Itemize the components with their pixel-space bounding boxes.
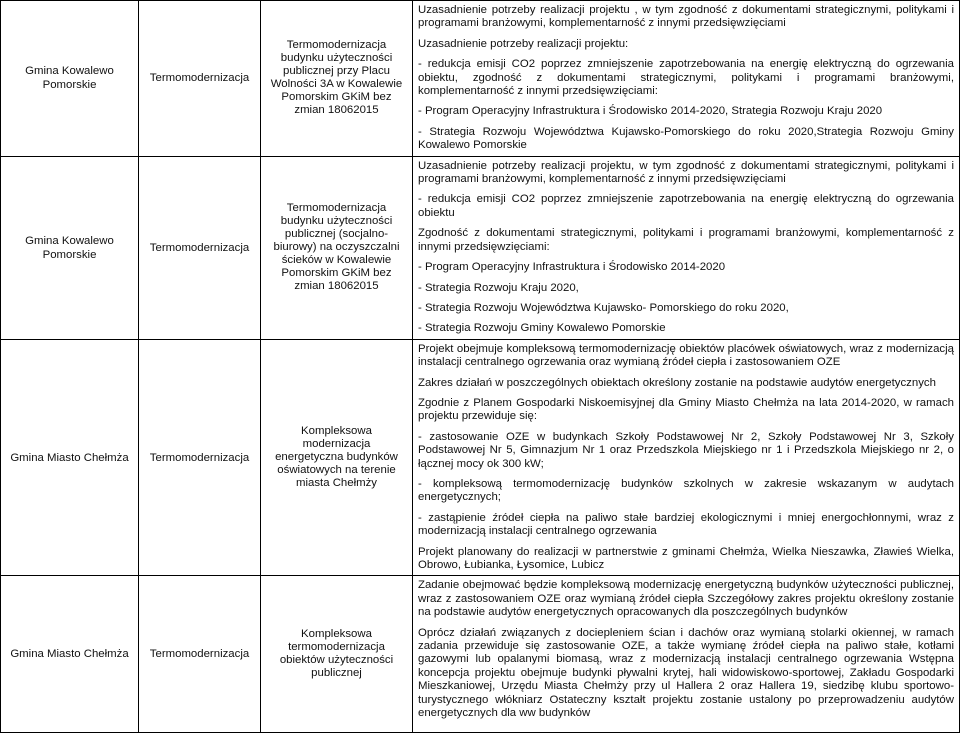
description-paragraph: Zadanie obejmować będzie kompleksową modernizację energetyczną budynków użyteczności publicznej, wraz z zastosowaniem OZE oraz wymianą źródeł ciepła Szczegółowy zakres projektu określony zostanie na podstawie audytów energetycznych opracowanych dla poszczególnych budynków	[418, 579, 954, 619]
table-row	[1, 339, 960, 576]
type-cell: Termomodernizacja	[139, 576, 261, 733]
description-paragraph: Uzasadnienie potrzeby realizacji projektu:	[418, 37, 629, 50]
description-paragraph: Zgodność z dokumentami strategicznymi, politykami i programami branżowymi, komplementarność z innymi przedsięwzięciami:	[418, 227, 954, 253]
location-cell: Gmina Kowalewo Pomorskie	[1, 1, 139, 157]
table-row	[1, 156, 960, 339]
project-name-cell: Termomodernizacja budynku użyteczności publicznej (socjalno-biurowy) na oczyszczalni ścieków w Kowalewie Pomorskim GKiM bez zmian 18062015	[261, 156, 413, 339]
description-paragraph: Oprócz działań związanych z dociepleniem ścian i dachów oraz wymianą stolarki okiennej, w ramach zadania przewiduje się zastosowanie OZE, a także wymianę źródeł ciepła na paliwo stałe, kotłami gazowymi lub opalanymi biomasą, wraz z modernizacją instalacji centralnego ogrzewania Wstępna koncepcja projektu obejmuje budynki pływalni krytej, hali widowiskowo-sportowej, Zakładu Gospodarki Mieszkaniowej, Urzędu Miasta Chełmży przy ul Hallera 2 oraz Hallera 19, siedzibę klubu sportowo-turystycznego włókniarz Ostateczny kształt projektu zostanie ustalony po przeprowadzeniu audytów energetycznych dla ww budynków	[418, 626, 954, 720]
description-paragraph: - redukcja emisji CO2 poprzez zmniejszenie zapotrzebowania na energię elektryczną do ogrzewania obiektu, zgodność z dokumentami strategicznymi, politykami i programami branżowymi, komplementarność z innymi przedsięwzięciami:	[418, 58, 954, 98]
type-cell: Termomodernizacja	[139, 1, 261, 157]
description-cell	[413, 576, 960, 733]
description-paragraph: - redukcja emisji CO2 poprzez zmniejszenie zapotrzebowania na energię elektryczną do ogrzewania obiektu	[418, 193, 954, 219]
description-paragraph: - Strategia Rozwoju Województwa Kujawsko- Pomorskiego do roku 2020,	[418, 301, 789, 314]
location-cell: Gmina Miasto Chełmża	[1, 576, 139, 733]
description-paragraph: - zastosowanie OZE w budynkach Szkoły Podstawowej Nr 2, Szkoły Podstawowej Nr 3, Szkoły Podstawowej Nr 5, Gimnazjum Nr 1 oraz Przedszkola Miejskiego nr 1 i Przedszkola Miejskiego nr 2, o łącznej mocy ok 300 kW;	[418, 430, 954, 470]
description-paragraph: - zastąpienie źródeł ciepła na paliwo stałe bardziej ekologicznymi i mniej energochłonnymi, wraz z modernizacją instalacji centralnego ogrzewania	[418, 511, 954, 538]
description-paragraph: - Program Operacyjny Infrastruktura i Środowisko 2014-2020	[418, 261, 726, 274]
project-name-cell: Termomodernizacja budynku użyteczności publicznej przy Placu Wolności 3A w Kowalewie Pomorskim GKiM bez zmian 18062015	[261, 1, 413, 157]
description-paragraph: Projekt planowany do realizacji w partnerstwie z gminami Chełmża, Wielka Nieszawka, Zławieś Wielka, Obrowo, Łubianka, Łysomice, Lubicz	[418, 545, 954, 571]
description-paragraph: - kompleksową termomodernizację budynków szkolnych w zakresie wskazanym w audytach energetycznych;	[418, 477, 954, 504]
location-cell: Gmina Miasto Chełmża	[1, 339, 139, 576]
description-paragraph: Uzasadnienie potrzeby realizacji projektu, w tym zgodność z dokumentami strategicznymi, politykami i programami branżowymi, komplementarność z innymi przedsięwzięciami	[418, 159, 954, 186]
description-paragraph: Uzasadnienie potrzeby realizacji projektu , w tym zgodność z dokumentami strategicznymi, politykami i programami branżowymi, komplementarność z innymi przedsięwzięciami	[418, 4, 954, 30]
table-row	[1, 1, 960, 157]
description-cell	[413, 1, 960, 157]
description-paragraph: - Strategia Rozwoju Kraju 2020,	[418, 281, 579, 294]
description-paragraph: Zakres działań w poszczególnych obiektach określony zostanie na podstawie audytów energetycznych	[418, 376, 936, 389]
description-paragraph: - Program Operacyjny Infrastruktura i Środowisko 2014-2020, Strategia Rozwoju Kraju 2020	[418, 105, 883, 118]
project-name-cell: Kompleksowa modernizacja energetyczna budynków oświatowych na terenie miasta Chełmży	[261, 339, 413, 576]
description-paragraph: - Strategia Rozwoju Województwa Kujawsko-Pomorskiego do roku 2020,Strategia Rozwoju Gminy Kowalewo Pomorskie	[418, 125, 954, 152]
description-paragraph: - Strategia Rozwoju Gminy Kowalewo Pomorskie	[418, 322, 666, 335]
project-name-cell: Kompleksowa termomodernizacja obiektów użyteczności publicznej	[261, 576, 413, 733]
table-row	[1, 576, 960, 733]
description-cell	[413, 156, 960, 339]
type-cell: Termomodernizacja	[139, 156, 261, 339]
description-paragraph: Zgodnie z Planem Gospodarki Niskoemisyjnej dla Gminy Miasto Chełmża na lata 2014-2020, w ramach projektu przewiduje się:	[418, 396, 954, 423]
location-cell: Gmina Kowalewo Pomorskie	[1, 156, 139, 339]
type-cell: Termomodernizacja	[139, 339, 261, 576]
description-paragraph: Projekt obejmuje kompleksową termomodernizację obiektów placówek oświatowych, wraz z modernizacją instalacji centralnego ogrzewania oraz wymianą źródeł ciepła i zastosowaniem OZE	[418, 342, 954, 369]
description-cell	[413, 339, 960, 576]
